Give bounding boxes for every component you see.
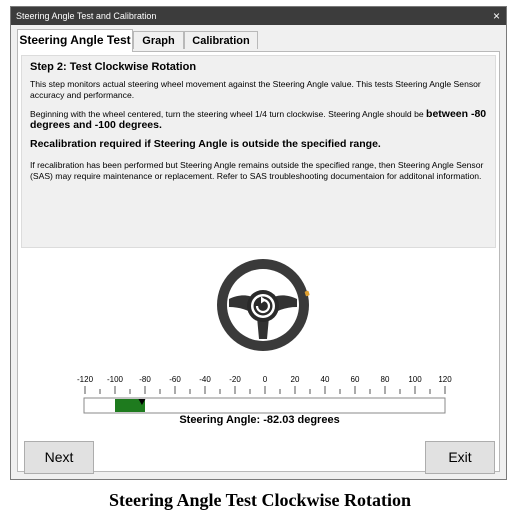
step-title: Step 2: Test Clockwise Rotation <box>30 61 197 73</box>
exit-button[interactable]: Exit <box>425 441 495 474</box>
tab-calibration[interactable]: Calibration <box>184 31 258 49</box>
steering-angle-window <box>10 6 507 480</box>
intro-text: This step monitors actual steering wheel movement against the Steering Angle value. This tests Steering Angle Sensor accuracy and performance. <box>30 79 481 100</box>
gauge-tick-label: 40 <box>320 375 330 384</box>
gauge-tick-label: -60 <box>169 375 181 384</box>
gauge-tick-label: 100 <box>408 375 422 384</box>
window-title: Steering Angle Test and Calibration <box>16 11 157 21</box>
troubleshooting-text: If recalibration has been performed but Steering Angle remains outside the specified range, then Steering Angle Sensor (SAS) may require maintenance or replacement. Refer to SAS troubleshooting documentaion for additonal information. <box>30 160 484 181</box>
gauge-tick-label: -20 <box>229 375 241 384</box>
instructions-box <box>21 55 496 248</box>
gauge-tick-label: -80 <box>139 375 151 384</box>
steering-wheel-rotate-clockwise-icon <box>213 255 313 355</box>
figure-caption: Steering Angle Test Clockwise Rotation <box>108 490 411 510</box>
steering-angle-gauge <box>76 374 456 414</box>
close-icon[interactable]: × <box>492 9 500 23</box>
gauge-tick-label: 0 <box>262 375 268 384</box>
procedure-text-plain: Beginning with the wheel centered, turn the steering wheel 1/4 turn clockwise. Steering Angle should be <box>30 109 427 119</box>
recalibration-warning: Recalibration required if Steering Angle is outside the specified range. <box>30 138 381 150</box>
tab-steering-angle-test[interactable]: Steering Angle Test <box>17 29 133 52</box>
gauge-tick-label: 120 <box>438 375 452 384</box>
gauge-tick-label: 20 <box>290 375 300 384</box>
steering-angle-readout: Steering Angle: -82.03 degrees <box>179 414 340 426</box>
gauge-tick-label: -40 <box>199 375 211 384</box>
test-panel <box>17 51 500 472</box>
title-bar <box>11 7 506 25</box>
next-button[interactable]: Next <box>24 441 94 474</box>
gauge-tick-label: -120 <box>76 375 94 384</box>
expected-range-text: between -80 degrees and -100 degrees. <box>30 108 487 131</box>
tab-graph[interactable]: Graph <box>133 31 184 49</box>
gauge-tick-label: 60 <box>350 375 360 384</box>
gauge-tick-label: 80 <box>380 375 390 384</box>
procedure-text <box>30 109 487 131</box>
gauge-tick-label: -100 <box>106 375 124 384</box>
